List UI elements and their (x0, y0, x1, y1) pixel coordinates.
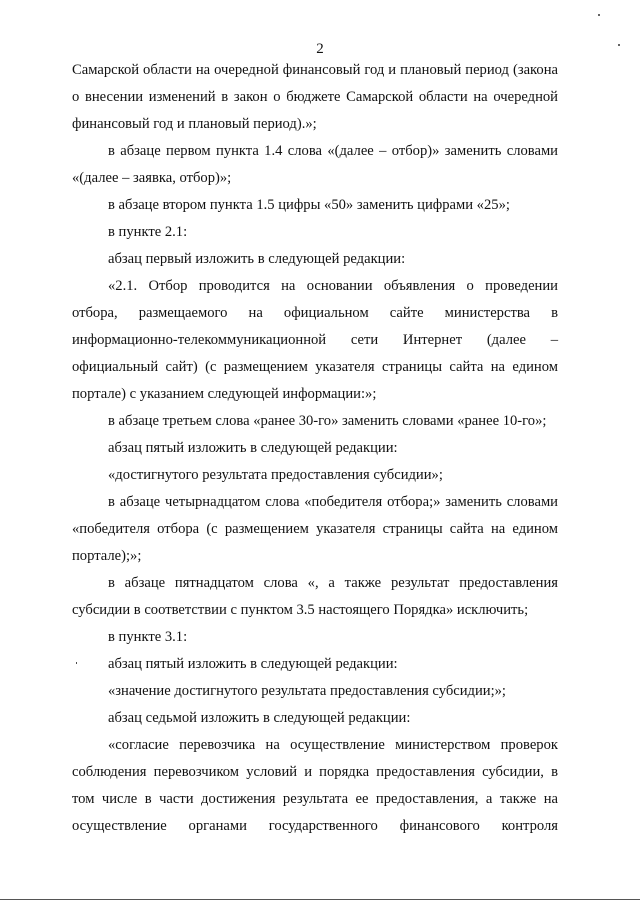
text-line: официальный сайт) (с размещением указателя страницы сайта на едином (72, 359, 558, 375)
text-line: портале);»; (72, 548, 142, 564)
text-line: портале) с указанием следующей информации:»; (72, 386, 377, 402)
text-line: Самарской области на очередной финансовый год и плановый период (закона (72, 62, 558, 78)
text-line: «согласие перевозчика на осуществление министерством проверок (108, 737, 558, 753)
text-line: в абзаце втором пункта 1.5 цифры «50» заменить цифрами «25»; (108, 197, 510, 213)
text-line: в пункте 2.1: (108, 224, 188, 240)
text-line: абзац пятый изложить в следующей редакции: (108, 656, 398, 672)
text-line: финансовый год и плановый период).»; (72, 116, 317, 132)
scan-speck (76, 662, 77, 664)
text-line: в пункте 3.1: (108, 629, 188, 645)
text-line: отбора, размещаемого на официальном сайте министерства в (72, 305, 558, 321)
text-line: абзац седьмой изложить в следующей редакции: (108, 710, 411, 726)
scan-edge-line (0, 899, 640, 900)
text-line: «значение достигнутого результата предоставления субсидии;»; (108, 683, 506, 699)
text-line: о внесении изменений в закон о бюджете Самарской области на очередной (72, 89, 558, 105)
text-line: «победителя отбора (с размещением указателя страницы сайта на едином (72, 521, 558, 537)
page-number: 2 (316, 41, 324, 57)
text-line: «2.1. Отбор проводится на основании объявления о проведении (108, 278, 558, 294)
text-line: абзац пятый изложить в следующей редакции: (108, 440, 398, 456)
text-line: осуществление органами государственного финансового контроля (72, 818, 558, 834)
text-line: информационно-телекоммуникационной сети Интернет (далее – (72, 332, 558, 348)
text-line: «(далее – заявка, отбор)»; (72, 170, 232, 186)
text-line: субсидии в соответствии с пунктом 3.5 настоящего Порядка» исключить; (72, 602, 529, 618)
text-line: в абзаце третьем слова «ранее 30-го» заменить словами «ранее 10-го»; (108, 413, 547, 429)
text-line: абзац первый изложить в следующей редакции: (108, 251, 406, 267)
scan-speck (598, 14, 600, 16)
text-line: в абзаце пятнадцатом слова «, а также результат предоставления (108, 575, 558, 591)
text-line: в абзаце четырнадцатом слова «победителя отбора;» заменить словами (108, 494, 558, 510)
text-line: том числе в части достижения результата ее предоставления, а также на (72, 791, 558, 807)
text-line: «достигнутого результата предоставления субсидии»; (108, 467, 443, 483)
text-line: в абзаце первом пункта 1.4 слова «(далее – отбор)» заменить словами (108, 143, 558, 159)
scan-speck (618, 44, 620, 46)
text-line: соблюдения перевозчиком условий и порядка предоставления субсидии, в (72, 764, 558, 780)
